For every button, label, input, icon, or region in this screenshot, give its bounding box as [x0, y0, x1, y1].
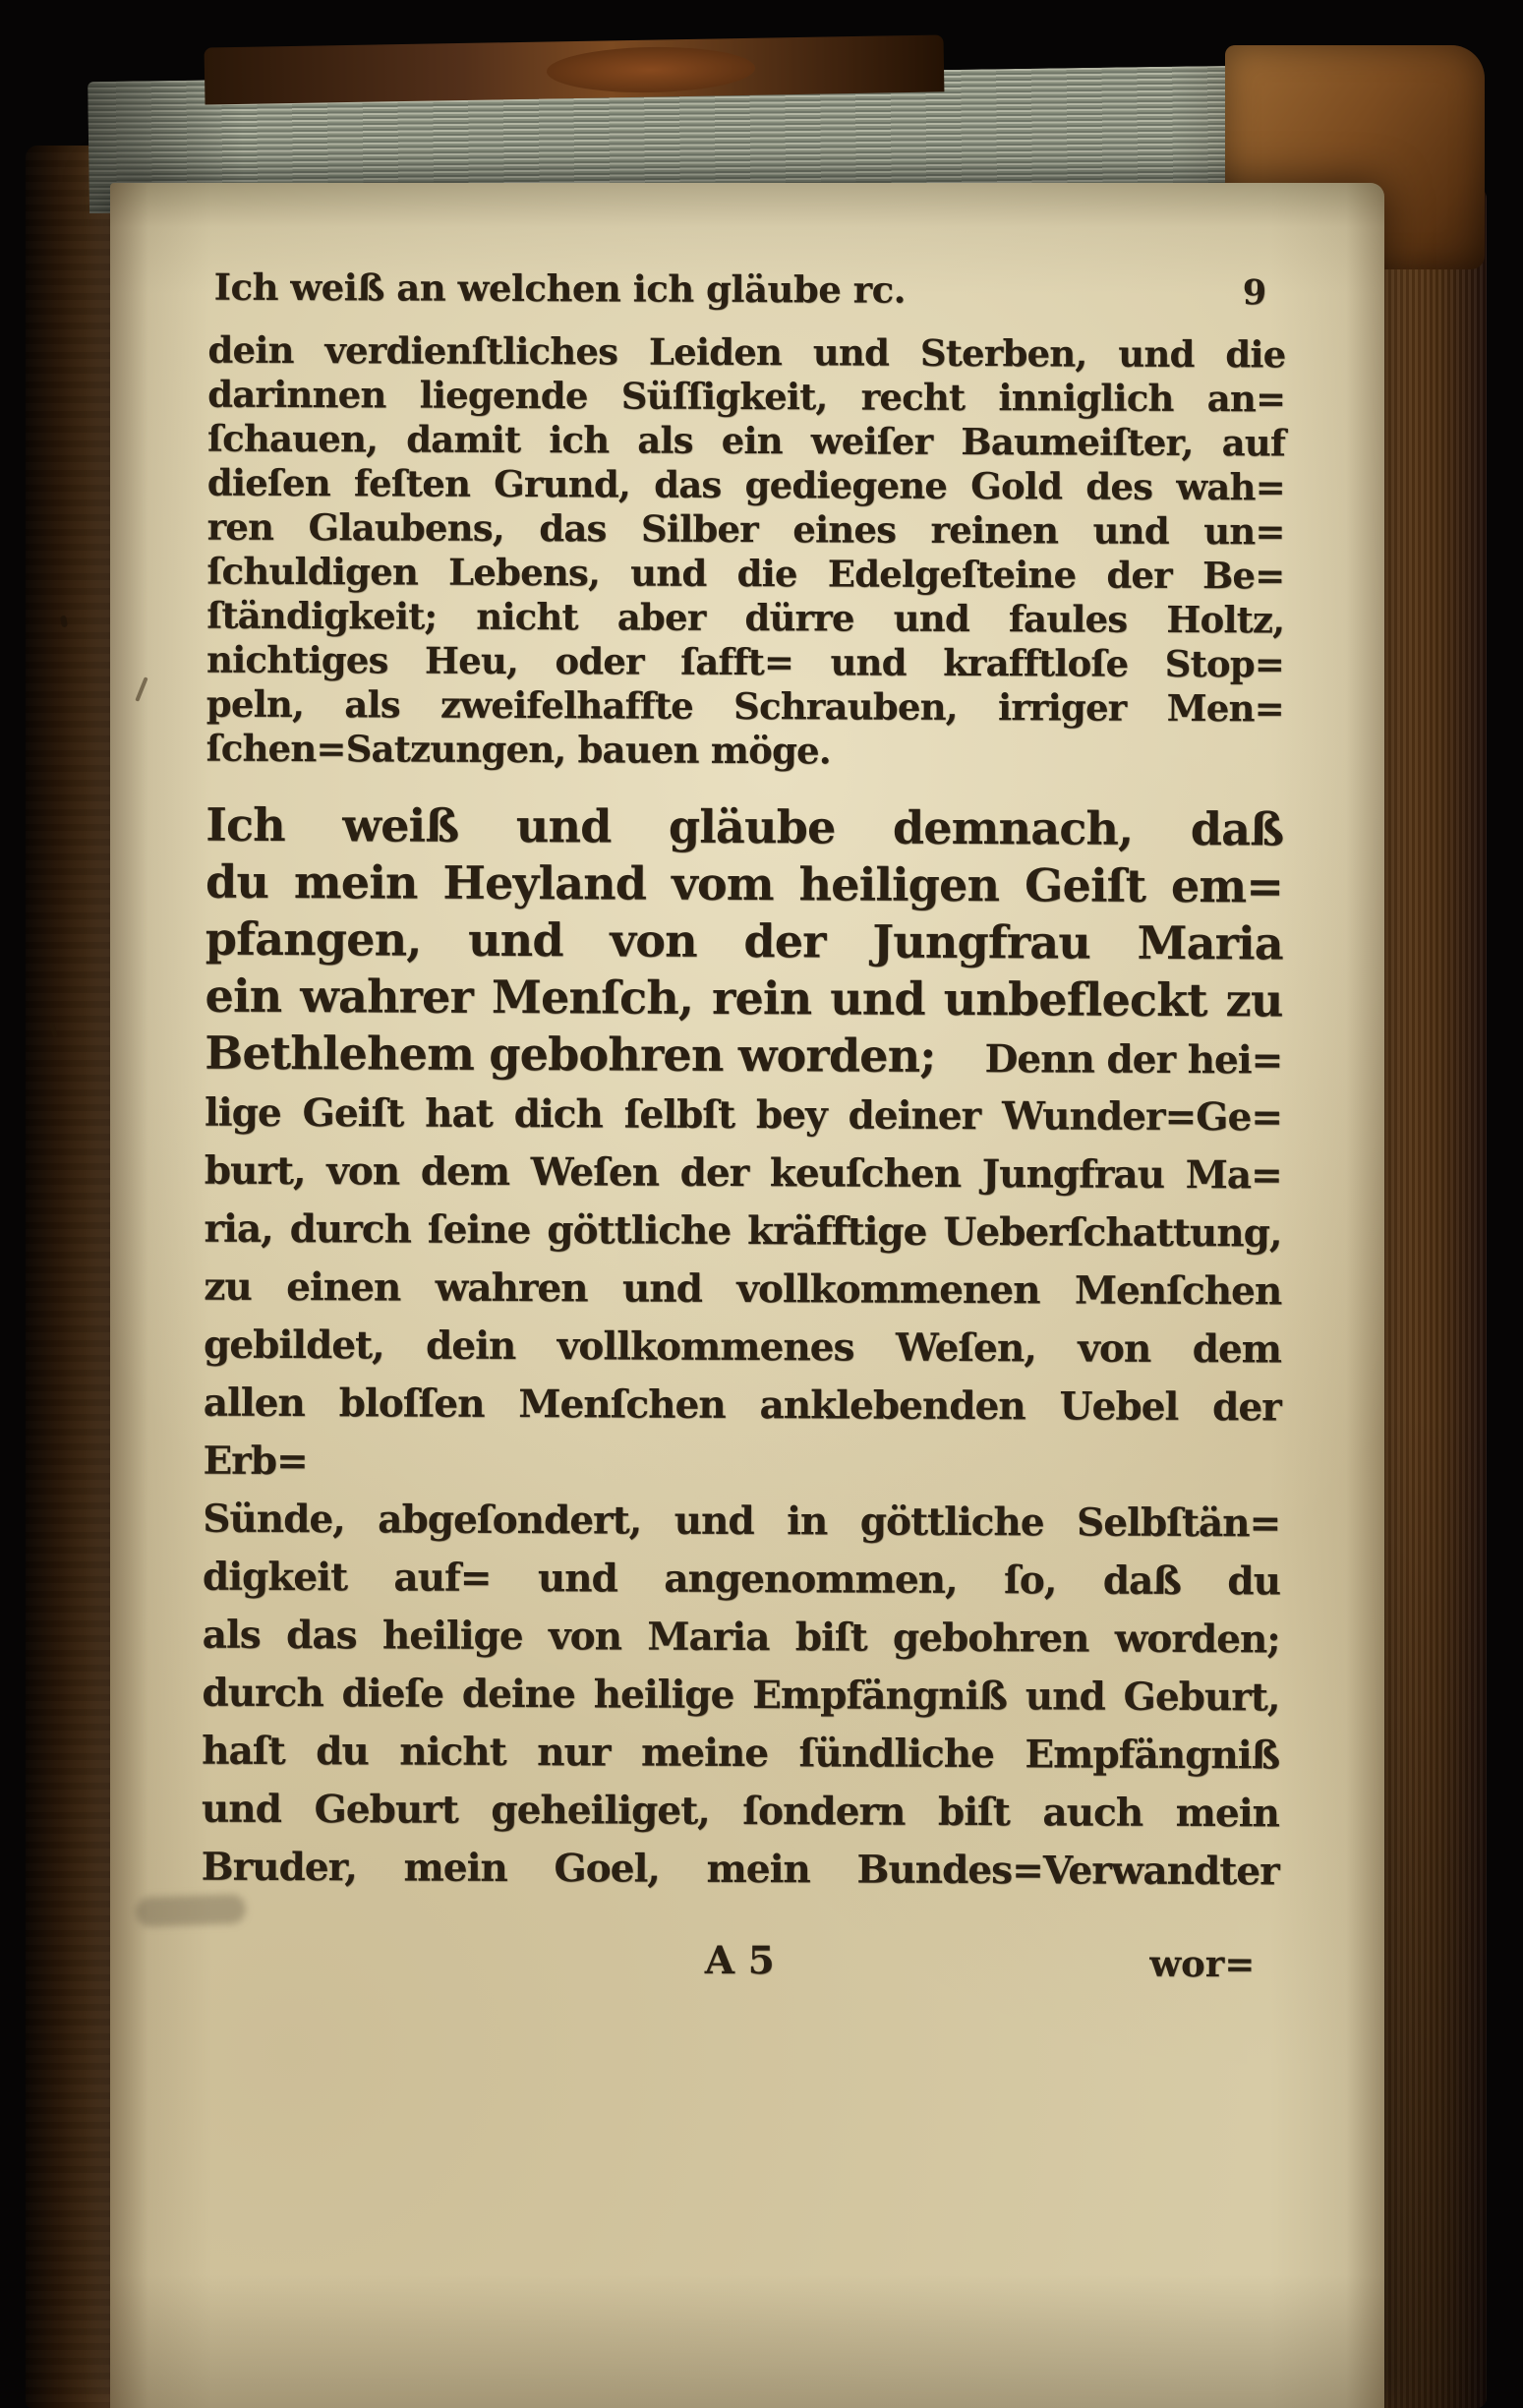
text-line: und Geburt geheiliget, ſondern biſt auch mein — [201, 1786, 1280, 1837]
text-line: als das heilige von Maria biſt gebohren worden; — [202, 1612, 1280, 1663]
text-line: dein verdienſtliches Leiden und Sterben, und die — [207, 327, 1286, 377]
page-footer — [201, 1936, 1278, 1986]
text-line: ſchuldigen Lebens, und die Edelgeſteine der Be= — [206, 549, 1285, 598]
catchword: wor= — [1149, 1941, 1256, 1986]
text-line: durch dieſe deine heilige Empfängniß und Geburt, — [202, 1670, 1280, 1721]
text-line: dieſen feſten Grund, das gediegene Gold des wah= — [206, 460, 1285, 509]
text-line: Sünde, abgeſondert, und in göttliche Selbſtän= — [203, 1496, 1281, 1547]
ink-smudge — [136, 1894, 247, 1927]
paragraph-2-body — [202, 1085, 1283, 1902]
running-title: Ich weiß an welchen ich gläube rc. — [213, 264, 907, 312]
text-line: allen bloſſen Menſchen anklebenden Uebel der Erb= — [203, 1380, 1281, 1485]
signature-mark: A 5 — [704, 1937, 775, 1984]
text-line: ren Glaubens, das Silber eines reinen und un= — [206, 504, 1285, 554]
text-line: zu einen wahren und vollkommenen Menſchen — [204, 1263, 1282, 1315]
book-spine — [26, 146, 120, 2408]
text-line-large: du mein Heyland vom heiligen Geiſt em= — [205, 854, 1284, 913]
text-line: Bruder, mein Goel, mein Bundes=Verwandter — [201, 1844, 1279, 1895]
text-line: haſt du nicht nur meine ſündliche Empfängniß — [202, 1728, 1280, 1779]
text-line: peln, als zweifelhaffte Schrauben, irriger Men= — [205, 681, 1284, 731]
text-line: ſchen=Satzungen, bauen möge. — [205, 726, 832, 773]
paragraph-1 — [206, 328, 1286, 776]
running-header — [208, 265, 1286, 314]
text-line-mixed — [205, 1025, 1282, 1089]
text-line: darinnen liegende Süſſigkeit, recht inniglich an= — [207, 372, 1286, 421]
page-text-block — [201, 265, 1286, 1986]
text-line: nichtiges Heu, oder ſafft= und krafftloſe Stop= — [205, 637, 1285, 686]
text-line: burt, von dem Weſen der keuſchen Jungfrau Ma= — [204, 1147, 1282, 1199]
text-line: lige Geiſt hat dich ſelbſt bey deiner Wunder=Ge= — [204, 1089, 1283, 1141]
text-line-large: Ich weiß und gläube demnach, daß — [205, 797, 1284, 856]
book-page — [110, 183, 1384, 2408]
text-line-large: ein wahrer Menſch, rein und unbefleckt zu — [205, 969, 1283, 1028]
text-line: digkeit auf= und angenommen, ſo, daß du — [202, 1554, 1281, 1605]
page-number: 9 — [1242, 272, 1266, 314]
paragraph-2-large — [205, 796, 1283, 1089]
text-line: gebildet, dein vollkommenes Weſen, von dem — [203, 1321, 1282, 1373]
text-line-large: pfangen, und von der Jungfrau Maria — [205, 911, 1283, 970]
text-line: ſchauen, damit ich als ein weiſer Baumeiſter, auf — [206, 416, 1286, 465]
text-line: ſtändigkeit; nicht aber dürre und faules Holtz, — [206, 593, 1285, 642]
text-line-small-part: Denn der hei= — [984, 1036, 1283, 1084]
text-line: ria, durch ſeine göttliche kräfftige Ueberſchattung, — [204, 1205, 1282, 1257]
text-line-large-part: Bethlehem gebohren worden; — [205, 1026, 936, 1083]
